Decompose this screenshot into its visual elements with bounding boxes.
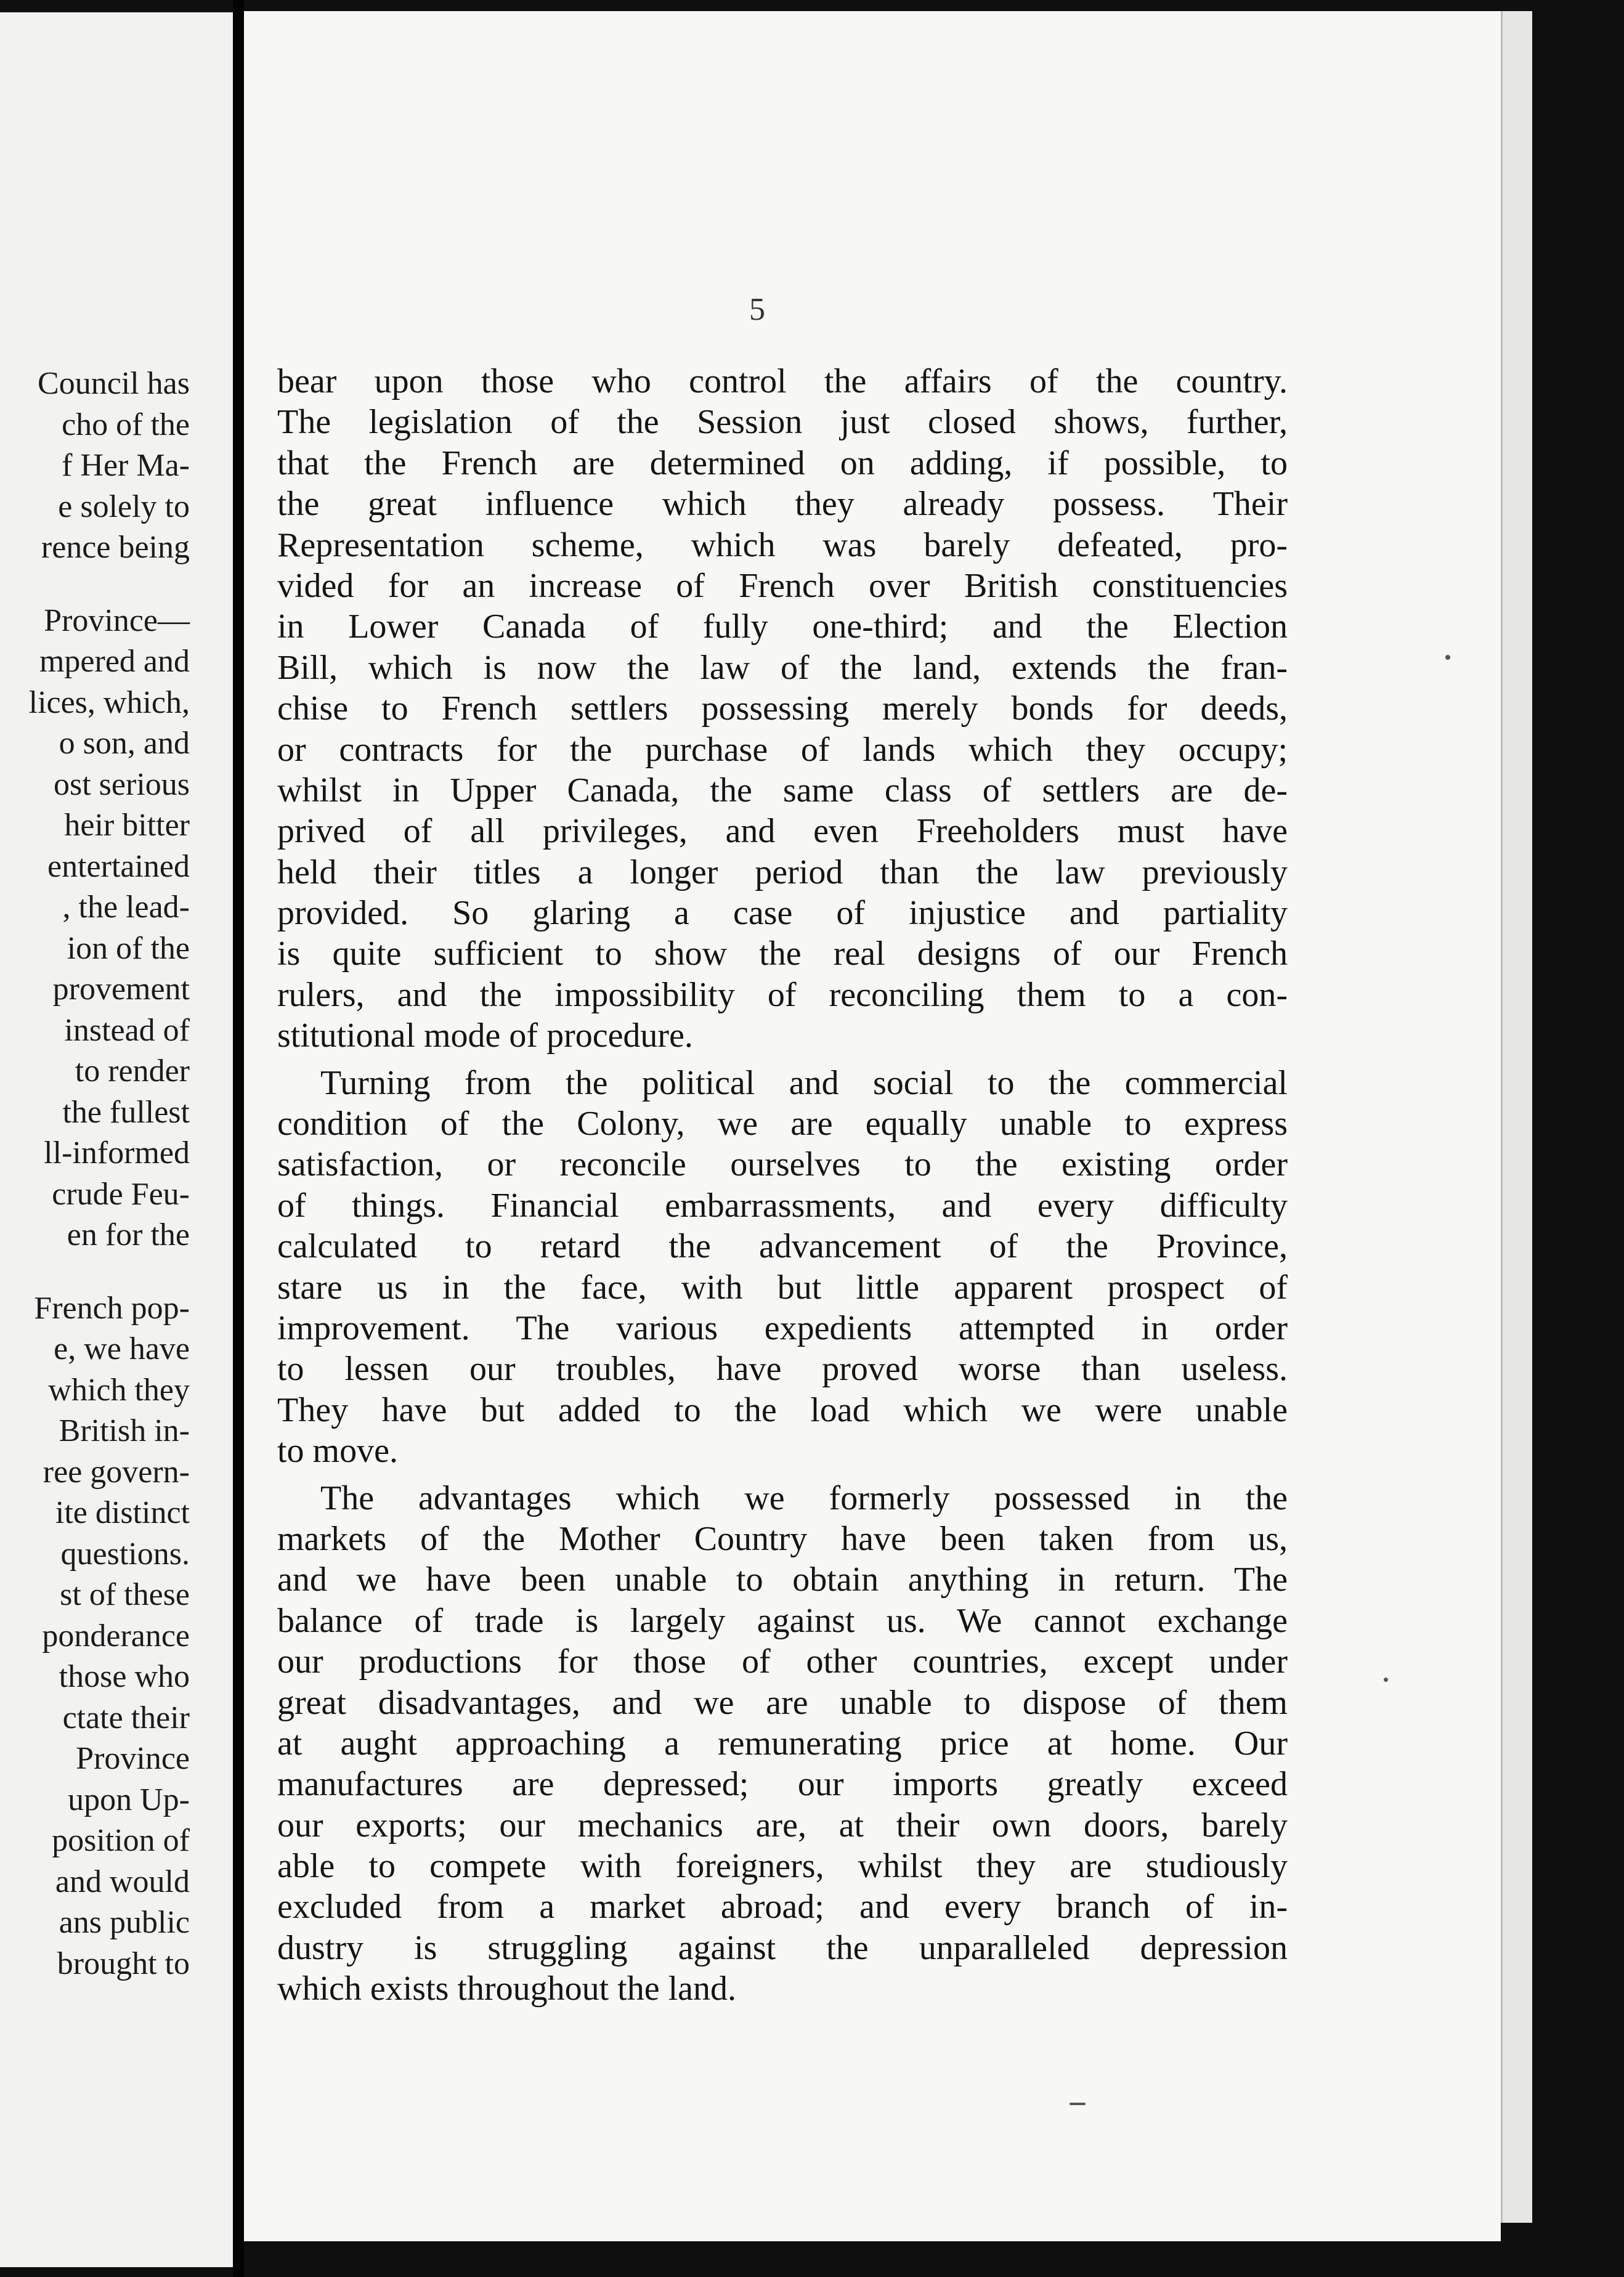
- text-line: They have but added to the load which we were unable: [277, 1390, 1288, 1429]
- text-line: of things. Financial embarrassments, and every difficulty: [277, 1186, 1288, 1225]
- left-page-line: upon Up-: [68, 1782, 190, 1817]
- text-line: or contracts for the purchase of lands which they occupy;: [277, 730, 1288, 769]
- text-line: bear upon those who control the affairs of the country.: [277, 362, 1288, 400]
- left-page-line: British in-: [59, 1413, 190, 1448]
- left-page-line: ion of the: [67, 930, 190, 966]
- text-line: to move.: [277, 1432, 398, 1471]
- left-page-line: mpered and: [39, 644, 190, 679]
- text-line: Bill, which is now the law of the land, extends the fran-: [277, 648, 1288, 687]
- left-page-line: the fullest: [62, 1094, 190, 1130]
- main-page: [244, 11, 1501, 2241]
- text-line: condition of the Colony, we are equally unable to express: [277, 1105, 1288, 1143]
- left-page-line: Council has: [38, 366, 190, 401]
- left-page-line: o son, and: [59, 726, 190, 761]
- left-page-line: those who: [59, 1659, 190, 1694]
- paragraph: [277, 1478, 1288, 2010]
- text-line: rulers, and the impossibility of reconciling them to a con-: [277, 975, 1288, 1014]
- left-page-line: ree govern-: [43, 1454, 190, 1490]
- scan-speck: [1445, 655, 1450, 660]
- text-line: and we have been unable to obtain anything in return. The: [277, 1561, 1288, 1599]
- left-facing-page: [0, 12, 233, 2267]
- left-page-line: cho of the: [62, 407, 190, 442]
- left-page-line: and would: [55, 1864, 190, 1899]
- left-page-line: en for the: [67, 1217, 190, 1252]
- left-page-line: ll-informed: [44, 1135, 190, 1171]
- text-line: held their titles a longer period than the law previously: [277, 853, 1288, 891]
- left-page-line: ite distinct: [55, 1495, 190, 1530]
- left-page-line: ost serious: [54, 766, 190, 802]
- left-page-line: ctate their: [62, 1700, 190, 1735]
- text-line: our productions for those of other countries, except under: [277, 1642, 1288, 1681]
- left-page-line: ans public: [59, 1905, 190, 1940]
- left-page-line: brought to: [57, 1946, 190, 1981]
- text-line: The advantages which we formerly possessed in the: [320, 1479, 1288, 1517]
- text-line: able to compete with foreigners, whilst they are studiously: [277, 1847, 1288, 1886]
- left-page-line: Province—: [44, 603, 190, 638]
- left-page-line: lices, which,: [28, 684, 190, 720]
- text-line: great disadvantages, and we are unable to dispose of them: [277, 1683, 1288, 1722]
- left-page-line: instead of: [64, 1012, 190, 1048]
- text-line: the great influence which they already possess. Their: [277, 485, 1288, 524]
- left-page-line: to render: [75, 1053, 190, 1089]
- left-page-gap: [0, 569, 190, 601]
- paragraph-gap: [277, 1472, 1288, 1478]
- left-page-line: which they: [48, 1372, 190, 1408]
- text-line: improvement. The various expedients attempted in order: [277, 1309, 1288, 1347]
- left-page-line: French pop-: [34, 1290, 190, 1326]
- text-line: is quite sufficient to show the real designs of our French: [277, 935, 1288, 973]
- scan-speck: [1384, 1678, 1388, 1682]
- text-line: dustry is struggling against the unparalleled depression: [277, 1928, 1288, 1967]
- text-line: calculated to retard the advancement of the Province,: [277, 1227, 1288, 1266]
- text-line: at aught approaching a remunerating price at home. Our: [277, 1724, 1288, 1763]
- text-line: vided for an increase of French over British constituencies: [277, 566, 1288, 605]
- text-line: to lessen our troubles, have proved worse than useless.: [277, 1350, 1288, 1389]
- left-page-line: ponderance: [42, 1618, 190, 1654]
- left-page-text: [0, 363, 190, 1984]
- left-page-line: , the lead-: [62, 890, 190, 925]
- body-text: [277, 361, 1288, 2010]
- text-line: Turning from the political and social to the commercial: [320, 1063, 1288, 1102]
- left-page-line: entertained: [47, 848, 190, 884]
- left-page-line: heir bitter: [64, 808, 190, 843]
- scan-speck: [1070, 2103, 1086, 2105]
- paragraph: [277, 1063, 1288, 1472]
- text-line: markets of the Mother Country have been taken from us,: [277, 1519, 1288, 1558]
- text-line: provided. So glaring a case of injustice and partiality: [277, 894, 1288, 933]
- left-page-line: f Her Ma-: [62, 448, 190, 483]
- page-number: 5: [749, 292, 765, 327]
- left-page-line: st of these: [60, 1577, 190, 1612]
- left-page-line: position of: [52, 1823, 190, 1858]
- text-line: stitutional mode of procedure.: [277, 1017, 693, 1055]
- text-line: balance of trade is largely against us. We cannot exchange: [277, 1601, 1288, 1640]
- left-page-line: e solely to: [58, 489, 190, 524]
- page-edge: [1501, 11, 1532, 2223]
- left-page-line: questions.: [60, 1536, 190, 1572]
- text-line: Representation scheme, which was barely defeated, pro-: [277, 526, 1288, 564]
- text-line: excluded from a market abroad; and every branch of in-: [277, 1888, 1288, 1926]
- text-line: manufactures are depressed; our imports greatly exceed: [277, 1765, 1288, 1804]
- left-page-line: provement: [52, 972, 190, 1007]
- left-page-line: rence being: [41, 530, 190, 565]
- text-line: whilst in Upper Canada, the same class of settlers are de-: [277, 771, 1288, 810]
- text-line: prived of all privileges, and even Freeholders must have: [277, 812, 1288, 851]
- left-page-gap: [0, 1256, 190, 1288]
- text-line: chise to French settlers possessing merely bonds for deeds,: [277, 689, 1288, 728]
- left-page-line: Province: [76, 1741, 190, 1776]
- paragraph-gap: [277, 1057, 1288, 1063]
- left-page-line: e, we have: [54, 1331, 190, 1366]
- text-line: our exports; our mechanics are, at their own doors, barely: [277, 1806, 1288, 1845]
- text-line: The legislation of the Session just closed shows, further,: [277, 403, 1288, 442]
- book-gutter: [233, 0, 244, 2277]
- text-line: in Lower Canada of fully one-third; and the Election: [277, 607, 1288, 646]
- text-line: that the French are determined on adding, if possible, to: [277, 444, 1288, 482]
- left-page-line: crude Feu-: [52, 1176, 190, 1212]
- text-line: satisfaction, or reconcile ourselves to the existing order: [277, 1145, 1288, 1184]
- paragraph: [277, 361, 1288, 1057]
- text-line: stare us in the face, with but little apparent prospect of: [277, 1268, 1288, 1307]
- text-line: which exists throughout the land.: [277, 1970, 737, 2008]
